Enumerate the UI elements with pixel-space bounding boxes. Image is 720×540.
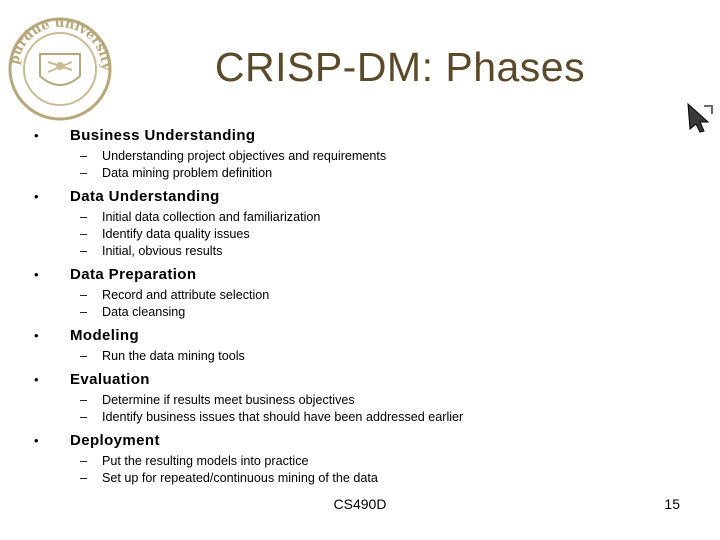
dash-marker: – — [80, 454, 88, 468]
phase-heading — [0, 327, 720, 347]
list-item-text: Identify business issues that should have been addressed earlier — [102, 410, 464, 424]
dash-marker: – — [80, 166, 88, 180]
list-item-text: Set up for repeated/continuous mining of the data — [102, 471, 378, 485]
dash-marker: – — [80, 471, 88, 485]
university-seal-icon — [6, 14, 114, 124]
list-item-text: Identify data quality issues — [102, 227, 250, 241]
dash-marker: – — [80, 149, 88, 163]
list-item — [0, 393, 720, 410]
bullet-marker: • — [34, 372, 39, 387]
list-item-text: Run the data mining tools — [102, 349, 245, 363]
phase-heading — [0, 432, 720, 452]
list-item — [0, 288, 720, 305]
phase-name: Modeling — [70, 327, 140, 344]
phase-subitems — [0, 393, 720, 427]
list-item — [0, 410, 720, 427]
list-item — [0, 454, 720, 471]
list-item — [0, 210, 720, 227]
list-item — [0, 349, 720, 366]
dash-marker: – — [80, 210, 88, 224]
list-item — [0, 227, 720, 244]
phase-subitems — [0, 210, 720, 261]
list-item — [0, 305, 720, 322]
list-item-text: Initial data collection and familiarization — [102, 210, 321, 224]
list-item-text: Initial, obvious results — [102, 244, 223, 258]
list-item-text: Determine if results meet business objectives — [102, 393, 355, 407]
bullet-marker: • — [34, 267, 39, 282]
phase-heading — [0, 127, 720, 147]
list-item-text: Data cleansing — [102, 305, 186, 319]
slide-footer: CS490D — [333, 496, 387, 512]
dash-marker: – — [80, 288, 88, 302]
phase-name: Data Understanding — [70, 188, 220, 205]
seal-text: purdue university — [7, 15, 114, 71]
bullet-marker: • — [34, 433, 39, 448]
list-item-text: Data mining problem definition — [102, 166, 273, 180]
bullet-marker: • — [34, 128, 39, 143]
dash-marker: – — [80, 244, 88, 258]
dash-marker: – — [80, 305, 88, 319]
dash-marker: – — [80, 410, 88, 424]
list-item-text: Record and attribute selection — [102, 288, 270, 302]
list-item — [0, 149, 720, 166]
phase-subitems — [0, 454, 720, 488]
dash-marker: – — [80, 349, 88, 363]
list-item-text: Understanding project objectives and requirements — [102, 149, 387, 163]
phase-subitems — [0, 349, 720, 366]
phase-subitems — [0, 288, 720, 322]
phase-name: Deployment — [70, 432, 160, 449]
dash-marker: – — [80, 227, 88, 241]
list-item — [0, 244, 720, 261]
list-item-text: Put the resulting models into practice — [102, 454, 309, 468]
phase-heading — [0, 371, 720, 391]
phase-subitems — [0, 149, 720, 183]
page-number: 15 — [664, 496, 680, 512]
phase-name: Data Preparation — [70, 266, 197, 283]
phase-name: Evaluation — [70, 371, 150, 388]
bullet-marker: • — [34, 189, 39, 204]
slide-title: CRISP-DM: Phases — [214, 44, 586, 90]
phase-name: Business Understanding — [70, 127, 256, 144]
phase-list — [0, 127, 720, 493]
dash-marker: – — [80, 393, 88, 407]
list-item — [0, 166, 720, 183]
list-item — [0, 471, 720, 488]
phase-heading — [0, 266, 720, 286]
phase-heading — [0, 188, 720, 208]
bullet-marker: • — [34, 328, 39, 343]
